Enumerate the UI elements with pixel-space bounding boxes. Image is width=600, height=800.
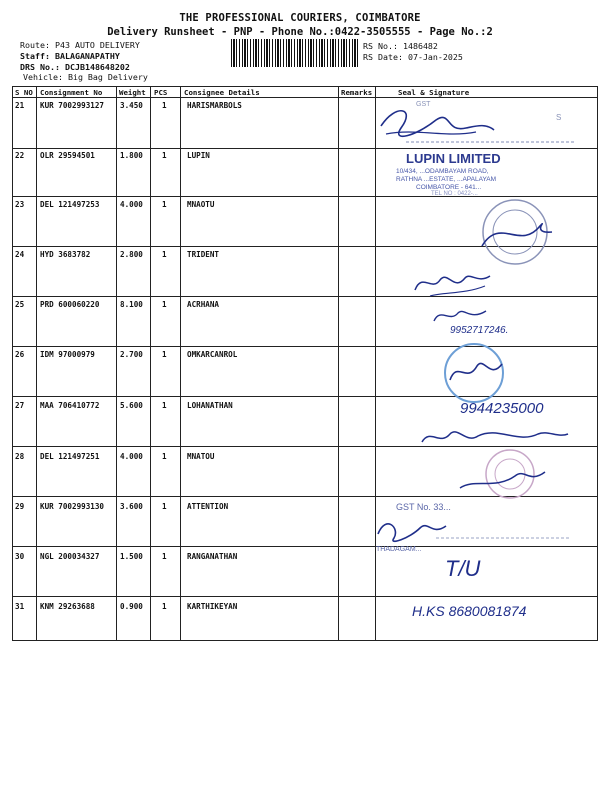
company-title: THE PROFESSIONAL COURIERS, COIMBATORE: [179, 12, 421, 24]
signature-row-25: [430, 305, 590, 345]
stamp-row-29-30: [376, 500, 596, 558]
col-border: [338, 86, 339, 641]
stamp-lupin-addr3: COIMBATORE - 641...: [416, 184, 482, 191]
signature-row-21: [376, 98, 596, 148]
row-sno: 26: [15, 350, 25, 359]
row-weight: 0.900: [120, 602, 143, 611]
handwritten-phone-27: 9944235000: [460, 400, 544, 417]
stamp-lupin-addr2: RATHNA ...ESTATE, ...APALAYAM: [396, 176, 497, 183]
row-consignee: OMKARCANROL: [187, 350, 238, 359]
row-sno: 29: [15, 502, 25, 511]
row-pcs: 1: [162, 250, 167, 259]
stamp-lupin: [376, 149, 596, 197]
row-weight: 4.000: [120, 452, 143, 461]
row-consignment: DEL 121497251: [40, 452, 100, 461]
row-consignee: TRIDENT: [187, 250, 220, 259]
signature-row-27: [410, 400, 590, 450]
row-weight: 1.500: [120, 552, 143, 561]
row-consignee: RANGANATHAN: [187, 552, 238, 561]
row-consignee: HARISMARBOLS: [187, 101, 242, 110]
stamp-gst: GST No. 33...: [396, 502, 451, 512]
svg-text:S: S: [556, 113, 562, 122]
route-label: Route: P43 AUTO DELIVERY: [20, 40, 140, 50]
row-consignment: DEL 121497253: [40, 200, 100, 209]
stamp-lupin-addr1: 10/434, ...ODAMBAYAM ROAD,: [396, 168, 489, 175]
row-sno: 22: [15, 151, 25, 160]
col-border: [150, 86, 151, 641]
row-consignee: KARTHIKEYAN: [187, 602, 238, 611]
runsheet-title: Delivery Runsheet - PNP - Phone No.:0422-3505555 - Page No.:2: [107, 26, 493, 38]
row-sno: 30: [15, 552, 25, 561]
row-weight: 1.800: [120, 151, 143, 160]
rs-number: RS No.: 1486482: [363, 41, 438, 51]
row-pcs: 1: [162, 200, 167, 209]
row-consignment: PRD 600060220: [40, 300, 100, 309]
col-border: [36, 86, 37, 641]
col-border: [597, 86, 598, 641]
handwritten-phone-25: 9952717246.: [450, 325, 509, 336]
round-stamp-row-23: [470, 196, 560, 268]
round-stamp-row-26: [432, 342, 522, 404]
signature-row-24: [410, 262, 500, 298]
rs-date: RS Date: 07-Jan-2025: [363, 52, 463, 62]
svg-text:GST: GST: [416, 101, 431, 108]
row-consignee: ATTENTION: [187, 502, 229, 511]
row-sno: 27: [15, 401, 25, 410]
handwritten-signature-image: [418, 424, 578, 450]
round-stamp-image: [470, 196, 560, 268]
row-weight: 2.800: [120, 250, 143, 259]
handwritten-note-row-30: T/U: [445, 556, 481, 581]
header-seal-signature: Seal & Signature: [398, 88, 470, 97]
col-border: [180, 86, 181, 641]
row-divider: [12, 596, 598, 597]
drs-label-text: DRS No.:: [20, 62, 60, 72]
row-weight: 5.600: [120, 401, 143, 410]
stamp-lupin-name: LUPIN LIMITED: [406, 151, 501, 166]
row-pcs: 1: [162, 350, 167, 359]
row-pcs: 1: [162, 602, 167, 611]
row-consignment: IDM 97000979: [40, 350, 95, 359]
header-pcs: PCS: [154, 88, 168, 97]
stamp-thadagam: THADAGAM...: [376, 546, 422, 553]
vehicle-label: Vehicle: Big Bag Delivery: [23, 72, 148, 82]
row-consignment: KUR 7002993130: [40, 502, 105, 511]
row-sno: 25: [15, 300, 25, 309]
handwritten-note-row-31: H.KS 8680081874: [412, 603, 527, 619]
row-sno: 31: [15, 602, 25, 611]
row-consignment: KNM 29263688: [40, 602, 95, 611]
row-consignment: MAA 706410772: [40, 401, 100, 410]
header-consignment: Consignment No: [40, 88, 103, 97]
staff-label: Staff: BALAGANAPATHY: [20, 51, 120, 61]
header-weight: Weight: [119, 88, 146, 97]
row-consignment: KUR 7002993127: [40, 101, 105, 110]
row-pcs: 1: [162, 552, 167, 561]
row-sno: 21: [15, 101, 25, 110]
handwritten-signature-image: [430, 305, 490, 325]
row-consignment: HYD 3683782: [40, 250, 91, 259]
row-pcs: 1: [162, 151, 167, 160]
row-weight: 4.000: [120, 200, 143, 209]
row-consignee: LOHANATHAN: [187, 401, 233, 410]
row-pcs: 1: [162, 502, 167, 511]
row-pcs: 1: [162, 401, 167, 410]
header-sno: S NO: [15, 88, 33, 97]
handwritten-signature-image: [376, 508, 576, 548]
row-sno: 28: [15, 452, 25, 461]
table-top-border: [12, 86, 598, 87]
header-remarks: Remarks: [341, 88, 373, 97]
row-weight: 3.450: [120, 101, 143, 110]
row-pcs: 1: [162, 452, 167, 461]
barcode: [231, 39, 359, 67]
round-stamp-image: [432, 342, 522, 404]
row-consignee: LUPIN: [187, 151, 210, 160]
stamp-lupin-tel: TEL NO : 0422-...: [431, 191, 478, 197]
row-consignee: MNATOU: [187, 452, 215, 461]
stamp-signature-image: [376, 98, 596, 148]
handwritten-signature-image: [410, 262, 500, 298]
table-bottom-border: [12, 640, 598, 641]
row-pcs: 1: [162, 101, 167, 110]
round-stamp-row-28: [455, 448, 555, 502]
row-weight: 2.700: [120, 350, 143, 359]
round-stamp-image: [455, 448, 555, 502]
row-pcs: 1: [162, 300, 167, 309]
row-weight: 3.600: [120, 502, 143, 511]
row-weight: 8.100: [120, 300, 143, 309]
row-consignment: NGL 200034327: [40, 552, 100, 561]
row-sno: 23: [15, 200, 25, 209]
col-border: [12, 86, 13, 641]
drs-value: DCJB148648202: [64, 62, 130, 72]
row-sno: 24: [15, 250, 25, 259]
row-consignment: OLR 29594501: [40, 151, 95, 160]
header-consignee: Consignee Details: [184, 88, 260, 97]
row-divider: [12, 296, 598, 297]
row-consignee: MNAOTU: [187, 200, 215, 209]
col-border: [116, 86, 117, 641]
row-consignee: ACRHANA: [187, 300, 220, 309]
